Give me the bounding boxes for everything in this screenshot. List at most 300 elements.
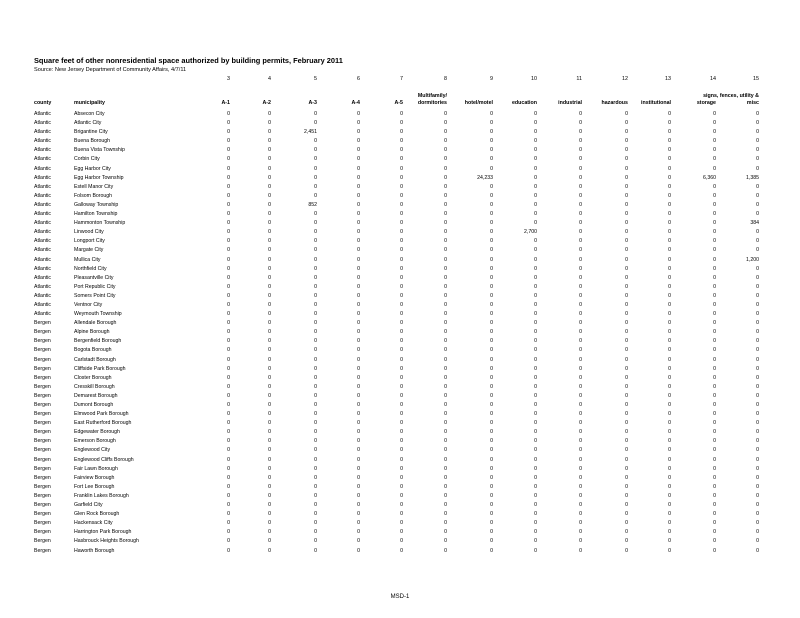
value-cell: 0 xyxy=(268,301,271,308)
value-cell: 0 xyxy=(713,520,716,527)
value-cell: 0 xyxy=(534,338,537,345)
value-cell: 0 xyxy=(268,192,271,199)
table-row xyxy=(34,183,774,192)
table-row xyxy=(34,483,774,492)
municipality-cell: Folsom Borough xyxy=(74,192,113,199)
value-cell: 0 xyxy=(625,211,628,218)
county-cell: Atlantic xyxy=(34,183,52,190)
value-cell: 0 xyxy=(713,129,716,136)
value-cell: 0 xyxy=(444,256,447,263)
table-row xyxy=(34,310,774,319)
value-cell: 0 xyxy=(490,211,493,218)
value-cell: 0 xyxy=(268,483,271,490)
value-cell: 0 xyxy=(314,265,317,272)
value-cell: 0 xyxy=(314,483,317,490)
value-cell: 0 xyxy=(534,129,537,136)
value-cell: 0 xyxy=(668,465,671,472)
county-cell: Bergen xyxy=(34,356,51,363)
value-cell: 0 xyxy=(490,156,493,163)
value-cell: 0 xyxy=(490,347,493,354)
value-cell: 0 xyxy=(400,465,403,472)
table-row xyxy=(34,146,774,155)
table-row xyxy=(34,437,774,446)
value-cell: 0 xyxy=(444,474,447,481)
value-cell: 0 xyxy=(756,247,759,254)
table-row xyxy=(34,510,774,519)
value-cell: 0 xyxy=(314,374,317,381)
table-row xyxy=(34,346,774,355)
value-cell: 0 xyxy=(713,402,716,408)
value-cell: 0 xyxy=(400,392,403,399)
county-cell: Atlantic xyxy=(34,220,52,227)
value-cell: 0 xyxy=(668,220,671,227)
value-cell: 0 xyxy=(625,292,628,299)
value-cell: 0 xyxy=(668,229,671,236)
value-cell: 0 xyxy=(713,156,716,163)
value-cell: 0 xyxy=(314,429,317,436)
value-cell: 0 xyxy=(579,420,582,427)
value-cell: 0 xyxy=(268,465,271,472)
value-cell: 0 xyxy=(579,220,582,227)
value-cell: 6,360 xyxy=(703,174,716,181)
value-cell: 0 xyxy=(227,156,230,163)
value-cell: 0 xyxy=(668,420,671,427)
value-cell: 0 xyxy=(579,447,582,454)
value-cell: 0 xyxy=(357,256,360,263)
value-cell: 0 xyxy=(444,320,447,327)
value-cell: 0 xyxy=(357,520,360,527)
value-cell: 0 xyxy=(713,365,716,372)
value-cell: 0 xyxy=(268,520,271,527)
county-cell: Bergen xyxy=(34,529,51,536)
value-cell: 0 xyxy=(579,165,582,172)
value-cell: 0 xyxy=(534,474,537,481)
value-cell: 0 xyxy=(357,220,360,227)
value-cell: 0 xyxy=(534,220,537,227)
value-cell: 0 xyxy=(625,156,628,163)
value-cell: 0 xyxy=(490,356,493,363)
value-cell: 0 xyxy=(444,138,447,145)
value-cell: 0 xyxy=(400,320,403,327)
county-cell: Atlantic xyxy=(34,301,52,308)
municipality-cell: Alpine Borough xyxy=(74,329,110,336)
value-cell: 0 xyxy=(713,447,716,454)
value-cell: 0 xyxy=(268,238,271,245)
value-cell: 0 xyxy=(400,347,403,354)
table-row xyxy=(34,465,774,474)
municipality-cell: Pleasantville City xyxy=(74,274,114,281)
value-cell: 0 xyxy=(314,156,317,163)
value-cell: 0 xyxy=(534,465,537,472)
value-cell: 0 xyxy=(490,183,493,190)
value-cell: 0 xyxy=(400,356,403,363)
value-cell: 0 xyxy=(625,329,628,336)
value-cell: 0 xyxy=(227,438,230,445)
value-cell: 0 xyxy=(400,538,403,545)
county-cell: Bergen xyxy=(34,456,51,463)
municipality-cell: Hasbrouck Heights Borough xyxy=(74,538,139,545)
value-cell: 0 xyxy=(579,247,582,254)
value-cell: 0 xyxy=(400,174,403,181)
value-cell: 0 xyxy=(579,238,582,245)
municipality-cell: Hamilton Township xyxy=(74,211,118,218)
value-cell: 0 xyxy=(625,111,628,117)
value-cell: 0 xyxy=(400,229,403,236)
municipality-cell: East Rutherford Borough xyxy=(74,420,132,427)
value-cell: 0 xyxy=(490,147,493,154)
value-cell: 0 xyxy=(625,438,628,445)
value-cell: 0 xyxy=(400,138,403,145)
value-cell: 0 xyxy=(444,483,447,490)
value-cell: 0 xyxy=(713,338,716,345)
value-cell: 0 xyxy=(490,520,493,527)
value-cell: 0 xyxy=(490,120,493,127)
value-cell: 0 xyxy=(227,402,230,408)
municipality-cell: Buena Vista Township xyxy=(74,147,125,154)
value-cell: 0 xyxy=(227,338,230,345)
value-cell: 0 xyxy=(625,483,628,490)
value-cell: 0 xyxy=(756,138,759,145)
value-cell: 0 xyxy=(227,238,230,245)
county-cell: Atlantic xyxy=(34,201,52,208)
value-cell: 0 xyxy=(400,520,403,527)
value-cell: 0 xyxy=(357,547,360,554)
value-cell: 0 xyxy=(713,120,716,127)
value-cell: 0 xyxy=(713,511,716,518)
value-cell: 0 xyxy=(579,129,582,136)
value-cell: 0 xyxy=(756,474,759,481)
value-cell: 0 xyxy=(357,492,360,499)
table-row xyxy=(34,337,774,346)
value-cell: 0 xyxy=(756,111,759,117)
value-cell: 0 xyxy=(668,392,671,399)
table-row xyxy=(34,274,774,283)
value-cell: 0 xyxy=(357,111,360,117)
value-cell: 0 xyxy=(268,220,271,227)
value-cell: 0 xyxy=(625,529,628,536)
value-cell: 0 xyxy=(314,147,317,154)
value-cell: 0 xyxy=(756,320,759,327)
county-cell: Atlantic xyxy=(34,283,52,290)
value-cell: 0 xyxy=(227,374,230,381)
municipality-cell: Franklin Lakes Borough xyxy=(74,492,129,499)
value-cell: 0 xyxy=(713,411,716,418)
value-cell: 0 xyxy=(625,392,628,399)
value-cell: 0 xyxy=(713,183,716,190)
county-cell: Bergen xyxy=(34,392,51,399)
value-cell: 0 xyxy=(400,129,403,136)
value-cell: 0 xyxy=(625,447,628,454)
municipality-cell: Englewood Cliffs Borough xyxy=(74,456,134,463)
value-cell: 0 xyxy=(579,502,582,509)
value-cell: 0 xyxy=(668,283,671,290)
value-cell: 0 xyxy=(625,538,628,545)
page-footer: MSD-1 xyxy=(390,594,410,600)
value-cell: 0 xyxy=(314,347,317,354)
value-cell: 0 xyxy=(444,411,447,418)
value-cell: 0 xyxy=(534,201,537,208)
value-cell: 0 xyxy=(713,111,716,117)
table-row xyxy=(34,474,774,483)
table-row xyxy=(34,401,774,410)
header-cell: A-3 xyxy=(308,99,317,106)
value-cell: 0 xyxy=(490,383,493,390)
value-cell: 0 xyxy=(314,283,317,290)
value-cell: 0 xyxy=(534,502,537,509)
municipality-cell: Port Republic City xyxy=(74,283,116,290)
value-cell: 0 xyxy=(357,211,360,218)
value-cell: 0 xyxy=(756,492,759,499)
value-cell: 0 xyxy=(314,174,317,181)
value-cell: 0 xyxy=(534,192,537,199)
municipality-cell: Mullica City xyxy=(74,256,101,263)
value-cell: 0 xyxy=(357,283,360,290)
value-cell: 0 xyxy=(713,138,716,145)
value-cell: 0 xyxy=(314,211,317,218)
value-cell: 0 xyxy=(400,220,403,227)
value-cell: 0 xyxy=(444,356,447,363)
value-cell: 0 xyxy=(534,483,537,490)
municipality-cell: Garfield City xyxy=(74,502,103,509)
value-cell: 0 xyxy=(579,183,582,190)
value-cell: 0 xyxy=(713,420,716,427)
value-cell: 0 xyxy=(444,165,447,172)
value-cell: 0 xyxy=(668,447,671,454)
value-cell: 0 xyxy=(756,338,759,345)
value-cell: 0 xyxy=(268,165,271,172)
value-cell: 0 xyxy=(756,238,759,245)
value-cell: 0 xyxy=(357,456,360,463)
table-row xyxy=(34,128,774,137)
municipality-cell: Longport City xyxy=(74,238,105,245)
value-cell: 0 xyxy=(534,538,537,545)
municipality-cell: Margate City xyxy=(74,247,104,254)
value-cell: 0 xyxy=(579,256,582,263)
value-cell: 0 xyxy=(625,356,628,363)
table-row xyxy=(34,419,774,428)
value-cell: 0 xyxy=(625,201,628,208)
value-cell: 0 xyxy=(268,383,271,390)
value-cell: 0 xyxy=(444,311,447,318)
value-cell: 0 xyxy=(534,402,537,408)
value-cell: 0 xyxy=(268,420,271,427)
county-cell: Atlantic xyxy=(34,138,52,145)
county-cell: Atlantic xyxy=(34,147,52,154)
value-cell: 0 xyxy=(713,247,716,254)
value-cell: 0 xyxy=(400,238,403,245)
value-cell: 0 xyxy=(314,402,317,408)
county-cell: Atlantic xyxy=(34,111,52,117)
column-number: 9 xyxy=(490,76,493,82)
value-cell: 0 xyxy=(579,365,582,372)
value-cell: 0 xyxy=(268,120,271,127)
value-cell: 0 xyxy=(314,547,317,554)
value-cell: 0 xyxy=(579,283,582,290)
value-cell: 0 xyxy=(490,192,493,199)
value-cell: 0 xyxy=(444,192,447,199)
value-cell: 0 xyxy=(534,411,537,418)
value-cell: 0 xyxy=(444,111,447,117)
value-cell: 0 xyxy=(400,365,403,372)
county-cell: Bergen xyxy=(34,511,51,518)
municipality-cell: Linwood City xyxy=(74,229,104,236)
value-cell: 0 xyxy=(444,129,447,136)
table-row xyxy=(34,410,774,419)
value-cell: 0 xyxy=(268,365,271,372)
value-cell: 0 xyxy=(534,347,537,354)
value-cell: 0 xyxy=(713,529,716,536)
value-cell: 0 xyxy=(668,247,671,254)
table-row xyxy=(34,328,774,337)
value-cell: 0 xyxy=(625,492,628,499)
value-cell: 0 xyxy=(534,238,537,245)
value-cell: 0 xyxy=(756,183,759,190)
value-cell: 0 xyxy=(227,229,230,236)
value-cell: 0 xyxy=(357,265,360,272)
column-number: 5 xyxy=(314,76,317,82)
value-cell: 0 xyxy=(314,320,317,327)
value-cell: 0 xyxy=(625,311,628,318)
value-cell: 0 xyxy=(579,265,582,272)
municipality-cell: Hackensack City xyxy=(74,520,113,527)
value-cell: 0 xyxy=(668,347,671,354)
value-cell: 0 xyxy=(357,529,360,536)
value-cell: 0 xyxy=(668,329,671,336)
value-cell: 0 xyxy=(268,211,271,218)
value-cell: 0 xyxy=(756,347,759,354)
value-cell: 0 xyxy=(756,438,759,445)
value-cell: 0 xyxy=(625,192,628,199)
value-cell: 0 xyxy=(579,529,582,536)
value-cell: 0 xyxy=(625,120,628,127)
value-cell: 0 xyxy=(314,311,317,318)
value-cell: 0 xyxy=(227,511,230,518)
value-cell: 0 xyxy=(357,147,360,154)
column-number: 12 xyxy=(622,76,628,82)
value-cell: 0 xyxy=(713,283,716,290)
value-cell: 0 xyxy=(490,411,493,418)
value-cell: 0 xyxy=(579,311,582,318)
value-cell: 0 xyxy=(227,365,230,372)
value-cell: 0 xyxy=(756,547,759,554)
county-cell: Bergen xyxy=(34,438,51,445)
municipality-cell: Carlstadt Borough xyxy=(74,356,116,363)
value-cell: 0 xyxy=(668,547,671,554)
county-cell: Bergen xyxy=(34,474,51,481)
municipality-cell: Galloway Township xyxy=(74,201,119,208)
header-cell: hazardous xyxy=(601,99,628,106)
value-cell: 0 xyxy=(444,292,447,299)
value-cell: 0 xyxy=(227,183,230,190)
value-cell: 0 xyxy=(668,511,671,518)
value-cell: 0 xyxy=(227,192,230,199)
value-cell: 0 xyxy=(268,156,271,163)
value-cell: 0 xyxy=(490,274,493,281)
value-cell: 0 xyxy=(579,511,582,518)
value-cell: 0 xyxy=(444,511,447,518)
value-cell: 0 xyxy=(400,111,403,117)
value-cell: 0 xyxy=(357,138,360,145)
value-cell: 0 xyxy=(579,547,582,554)
municipality-cell: Elmwood Park Borough xyxy=(74,411,129,418)
value-cell: 0 xyxy=(534,311,537,318)
value-cell: 0 xyxy=(268,229,271,236)
value-cell: 0 xyxy=(444,465,447,472)
value-cell: 0 xyxy=(227,520,230,527)
value-cell: 0 xyxy=(713,374,716,381)
table-row xyxy=(34,374,774,383)
column-number: 4 xyxy=(268,76,271,82)
value-cell: 0 xyxy=(713,301,716,308)
value-cell: 0 xyxy=(314,247,317,254)
value-cell: 0 xyxy=(357,483,360,490)
county-cell: Bergen xyxy=(34,329,51,336)
value-cell: 0 xyxy=(625,456,628,463)
value-cell: 0 xyxy=(357,502,360,509)
municipality-cell: Estell Manor City xyxy=(74,183,114,190)
value-cell: 0 xyxy=(444,456,447,463)
value-cell: 0 xyxy=(713,474,716,481)
value-cell: 0 xyxy=(227,220,230,227)
value-cell: 0 xyxy=(713,147,716,154)
value-cell: 0 xyxy=(444,247,447,254)
county-cell: Bergen xyxy=(34,320,51,327)
value-cell: 0 xyxy=(534,329,537,336)
table-row xyxy=(34,210,774,219)
table-row xyxy=(34,246,774,255)
value-cell: 0 xyxy=(227,329,230,336)
value-cell: 0 xyxy=(227,483,230,490)
value-cell: 0 xyxy=(268,347,271,354)
value-cell: 0 xyxy=(444,338,447,345)
value-cell: 0 xyxy=(227,529,230,536)
value-cell: 0 xyxy=(534,356,537,363)
header-cell: A-2 xyxy=(262,99,271,106)
municipality-cell: Absecon City xyxy=(74,111,105,117)
value-cell: 0 xyxy=(668,192,671,199)
value-cell: 0 xyxy=(268,392,271,399)
value-cell: 0 xyxy=(713,483,716,490)
value-cell: 0 xyxy=(357,311,360,318)
county-cell: Atlantic xyxy=(34,238,52,245)
municipality-cell: Englewood City xyxy=(74,447,111,454)
value-cell: 0 xyxy=(490,229,493,236)
value-cell: 0 xyxy=(668,429,671,436)
value-cell: 0 xyxy=(668,274,671,281)
value-cell: 0 xyxy=(444,156,447,163)
value-cell: 0 xyxy=(625,383,628,390)
value-cell: 0 xyxy=(400,292,403,299)
value-cell: 0 xyxy=(268,183,271,190)
county-cell: Atlantic xyxy=(34,265,52,272)
value-cell: 0 xyxy=(400,211,403,218)
county-cell: Bergen xyxy=(34,429,51,436)
value-cell: 0 xyxy=(579,301,582,308)
value-cell: 0 xyxy=(579,147,582,154)
value-cell: 0 xyxy=(357,120,360,127)
value-cell: 0 xyxy=(579,429,582,436)
value-cell: 0 xyxy=(579,174,582,181)
value-cell: 0 xyxy=(268,492,271,499)
value-cell: 0 xyxy=(756,383,759,390)
value-cell: 0 xyxy=(713,347,716,354)
value-cell: 0 xyxy=(400,256,403,263)
value-cell: 0 xyxy=(400,283,403,290)
value-cell: 0 xyxy=(357,356,360,363)
value-cell: 0 xyxy=(444,502,447,509)
value-cell: 0 xyxy=(534,420,537,427)
value-cell: 0 xyxy=(534,174,537,181)
